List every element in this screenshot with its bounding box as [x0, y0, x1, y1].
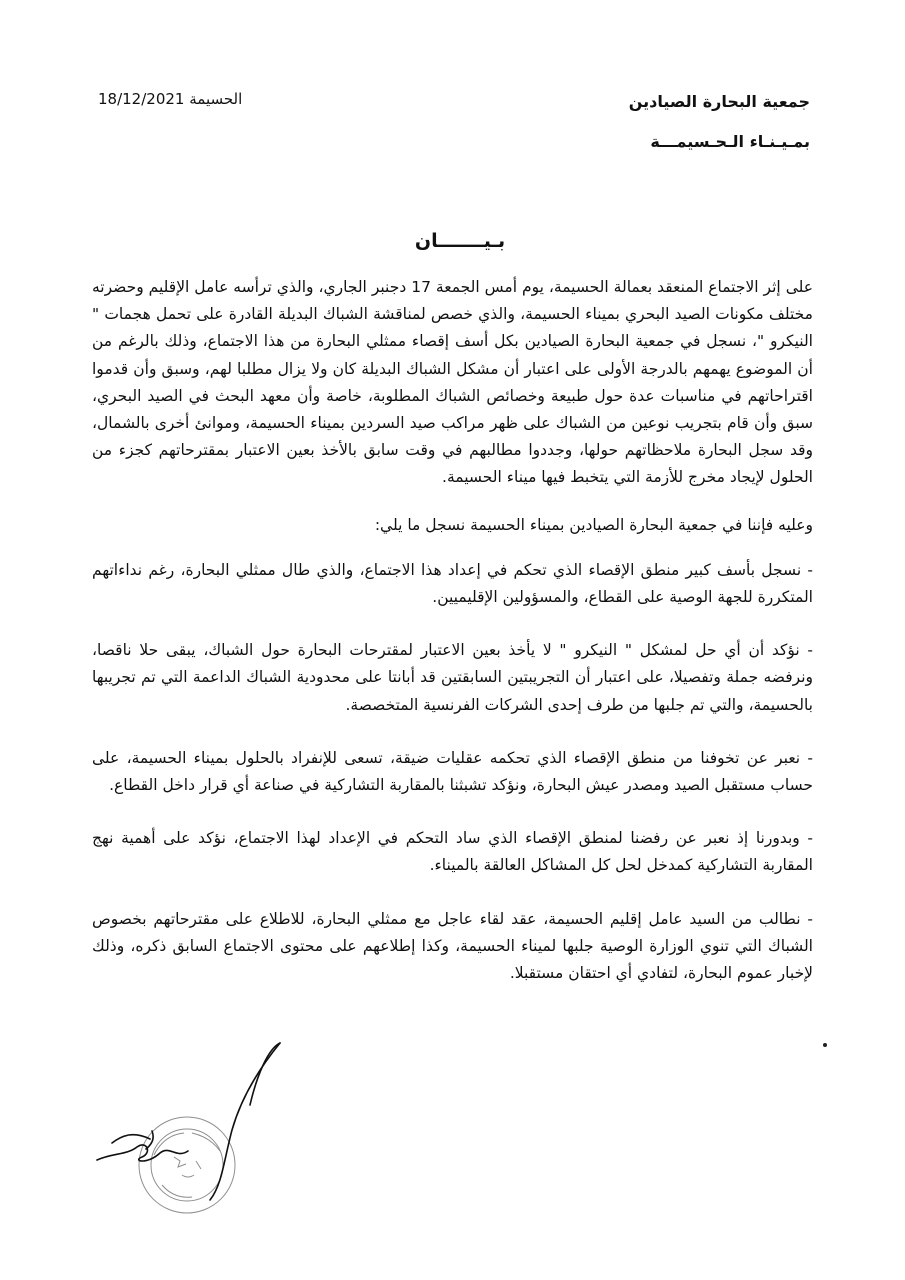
- signature-drawing: [92, 1035, 292, 1225]
- org-name: جمعية البحارة الصيادين: [628, 92, 810, 111]
- stamp-seal: [139, 1117, 235, 1213]
- point-2: - نؤكد أن أي حل لمشكل " النيكرو " لا يأخذ بعين الاعتبار لمقترحات البحارة حول الشباك، يبقى حلا ناقصا، ونرفضه جملة وتفصيلا، على اعتبار أن التجريبتين السابقتين قد أبانتا على محدودية الشباك الداعمة التي تم تجريبها بالحسيمة، والتي تم جلبها من طرف إحدى الشركات الفرنسية المتخصصة.: [92, 641, 813, 714]
- point-4: - وبدورنا إذ نعبر عن رفضنا لمنطق الإقصاء الذي ساد التحكم في الإعداد لهذا الاجتماع، نؤكد على أهمية نهج المقاربة التشاركية كمدخل لحل كل المشاكل العالقة بالميناء.: [92, 829, 813, 875]
- letter-body: [92, 274, 813, 1013]
- date-line: الحسيمة 18/12/2021: [98, 90, 243, 108]
- body-paragraph: على إثر الاجتماع المنعقد بعمالة الحسيمة، يوم أمس الجمعة 17 دجنبر الجاري، والذي ترأسه عامل الإقليم وحضرته مختلف مكونات الصيد البحري بميناء الحسيمة، والذي خصص لمناقشة الشباك البديلة القادرة على تحمل هجمات " النيكرو "، نسجل في جمعية البحارة الصيادين بكل أسف إقصاء ممثلي البحارة من هذا الاجتماع، وذلك بالرغم من أن الموضوع يهمهم بالدرجة الأولى على اعتبار أن مشكل الشباك البديلة كان ولا يزال مطلبا لهم، وسبق وأن قدموا اقتراحاتهم في مناسبات عدة حول طبيعة وخصائص الشباك المطلوبة، خاصة وأن معهد البحث في الصيد البحري، سبق وأن قام بتجريب نوعين من الشباك على ظهر مراكب صيد السردين بميناء الحسيمة، وموانئ أخرى بالشمال، وقد سجل البحارة ملاحظاتهم حولها، وجددوا مطالبهم في وقت سابق بالأخذ بعين الاعتبار بمقترحاتهم كجزء من الحلول لإيجاد مخرج للأزمة التي يتخبط فيها ميناء الحسيمة.: [92, 278, 813, 487]
- signature-and-stamp: [92, 1035, 292, 1225]
- point-3: - نعبر عن تخوفنا من منطق الإقصاء الذي تحكمه عقليات ضيقة، تسعى للإنفراد بالحلول بميناء الحسيمة، على حساب مستقبل الصيد ومصدر عيش البحارة، ونؤكد تشبثنا بالمقاربة التشاركية في صناعة أي قرار داخل القطاع.: [92, 748, 813, 795]
- intro-line: وعليه فإننا في جمعية البحارة الصيادين بميناء الحسيمة نسجل ما يلي:: [374, 515, 813, 534]
- point-1: - نسجل بأسف كبير منطق الإقصاء الذي تحكم في إعداد هذا الاجتماع، والذي طال ممثلي البحارة، رغم نداءاتهم المتكررة للجهة الوصية على القطاع، والمسؤولين الإقليميين.: [92, 560, 813, 607]
- document-title: بـيـــــــان: [414, 230, 506, 252]
- org-port-line: بمـيـنـاء الـحـسيمـــة: [650, 132, 810, 151]
- handwritten-signature: [97, 1043, 280, 1200]
- point-5: - نطالب من السيد عامل إقليم الحسيمة، عقد لقاء عاجل مع ممثلي البحارة، للاطلاع على مقترحاتهم بخصوص الشباك التي تنوي الوزارة الوصية جلبها لميناء الحسيمة، وكذا إطلاعهم على محتوى الاجتماع السابق ذكره، وذلك لإخبار عموم البحارة، لتفادي أي احتقان مستقبلا.: [92, 909, 813, 983]
- stray-mark: [823, 1043, 827, 1047]
